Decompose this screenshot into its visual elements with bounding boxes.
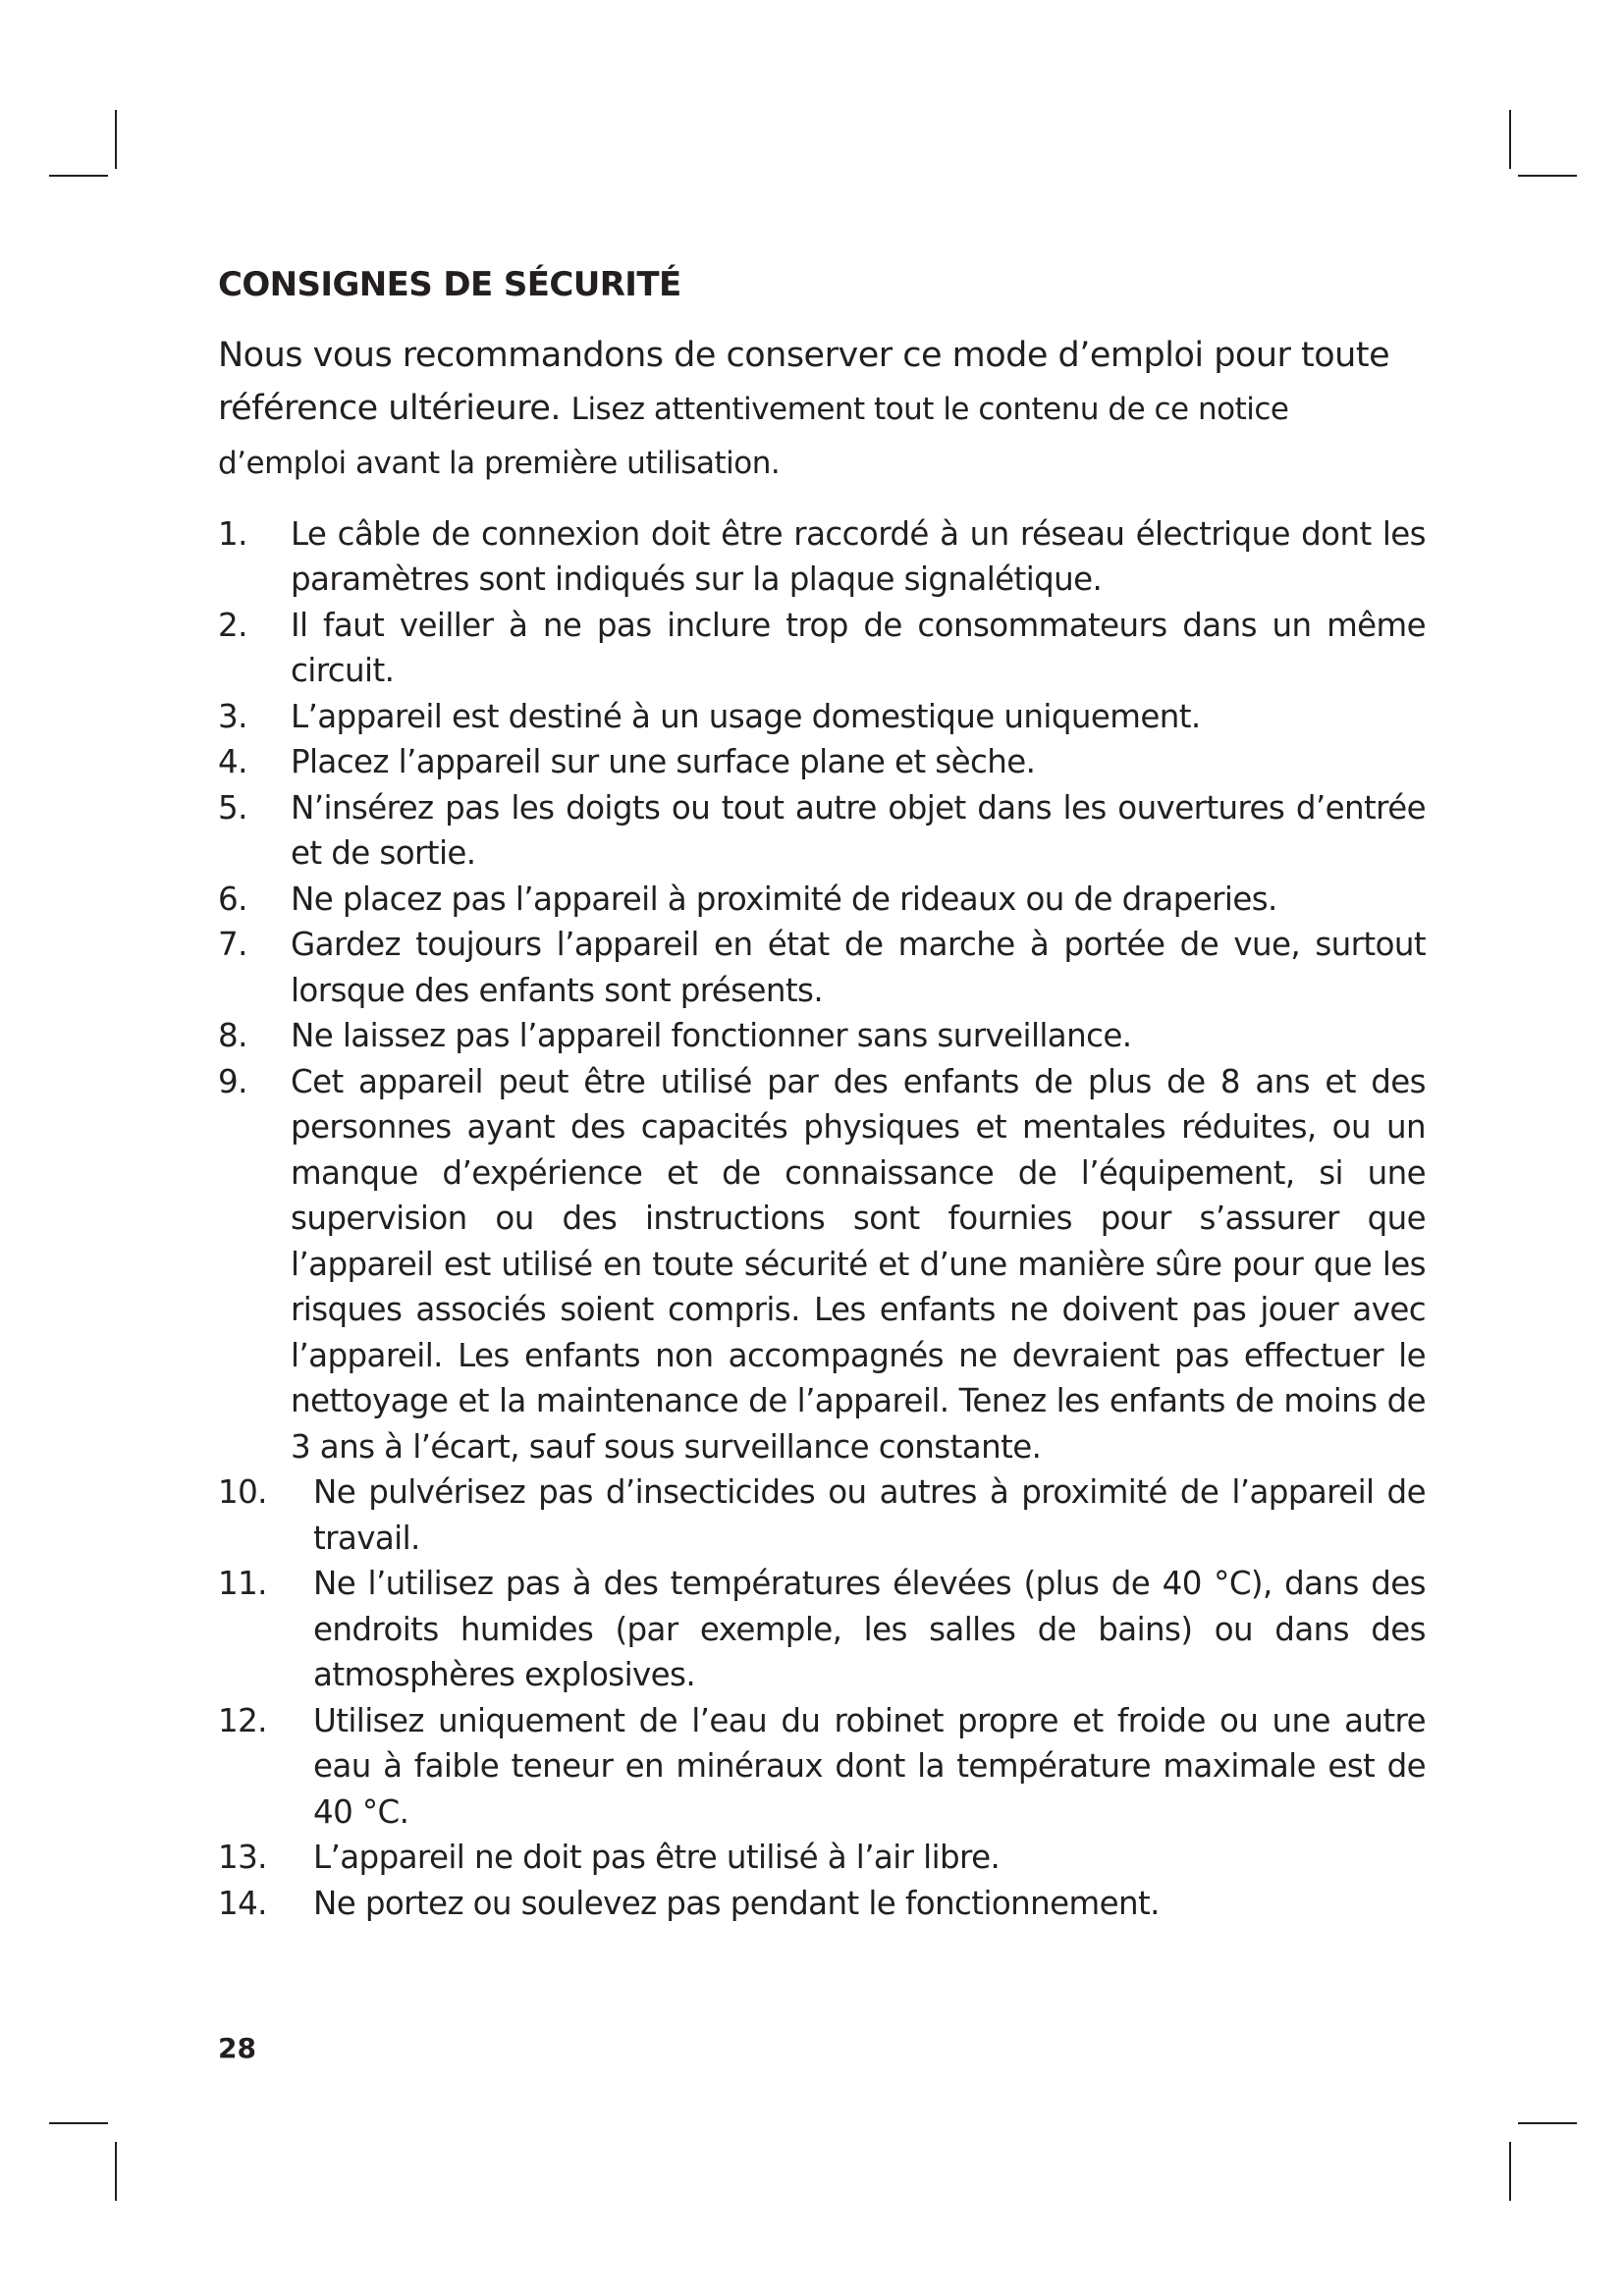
item-text: Placez l’appareil sur une surface plane et sèche. [291, 743, 1036, 781]
item-number: 4. [218, 743, 247, 781]
item-number: 8. [218, 1017, 247, 1055]
item-number: 9. [218, 1062, 247, 1100]
item-text: Gardez toujours l’appareil en état de marche à portée de vue, surtout lorsque des enfants sont présents. [291, 926, 1426, 1009]
item-text: L’appareil est destiné à un usage domestique uniquement. [291, 697, 1201, 735]
page-number: 28 [218, 2032, 256, 2064]
item-text: Ne placez pas l’appareil à proximité de rideaux ou de draperies. [291, 880, 1277, 918]
item-number: 11. [218, 1565, 267, 1603]
crop-mark-bottom-left-h [49, 2122, 108, 2124]
intro-small-text: Lisez attentivement tout le contenu de ce notice d’emploi avant la première utilisation. [218, 391, 1289, 481]
crop-mark-bottom-right-v [1509, 2142, 1511, 2201]
item-text: N’insérez pas les doigts ou tout autre objet dans les ouvertures d’entrée et de sortie. [291, 788, 1426, 873]
item-text: Le câble de connexion doit être raccordé à un réseau électrique dont les paramètres sont indiqués sur la plaque signalétique. [291, 514, 1426, 599]
list-item [218, 922, 1426, 1013]
crop-mark-top-left-h [49, 175, 108, 177]
list-item [218, 1469, 1426, 1561]
item-number: 5. [218, 788, 247, 827]
list-item [218, 1059, 1426, 1470]
intro-large-text: Nous vous recommandons de conserver ce mode d’emploi pour toute référence ultérieure. [218, 335, 1390, 428]
item-number: 1. [218, 514, 247, 553]
list-item [218, 739, 1426, 785]
item-text: Ne laissez pas l’appareil fonctionner sans surveillance. [291, 1017, 1132, 1055]
item-text: Ne l’utilisez pas à des températures élevées (plus de 40 °C), dans des endroits humides (par exemple, les salles de bains) ou dans des atmosphères explosives. [313, 1565, 1426, 1694]
item-number: 7. [218, 926, 247, 964]
section-title: CONSIGNES DE SÉCURITÉ [218, 265, 681, 304]
item-text: Ne pulvérisez pas d’insecticides ou autres à proximité de l’appareil de travail. [313, 1473, 1426, 1557]
item-text: Ne portez ou soulevez pas pendant le fonctionnement. [313, 1884, 1160, 1922]
item-number: 3. [218, 697, 247, 735]
crop-mark-top-left-v [115, 110, 117, 169]
list-item [218, 785, 1426, 877]
item-number: 2. [218, 606, 247, 644]
item-number: 14. [218, 1884, 267, 1922]
list-item [218, 1013, 1426, 1059]
safety-rules-list [218, 511, 1426, 1927]
list-item [218, 511, 1426, 603]
list-item [218, 603, 1426, 694]
intro-paragraph [218, 329, 1426, 490]
crop-mark-top-right-h [1518, 175, 1577, 177]
item-text: L’appareil ne doit pas être utilisé à l’air libre. [313, 1839, 1001, 1877]
list-item [218, 877, 1426, 923]
item-number: 6. [218, 880, 247, 918]
crop-mark-bottom-right-h [1518, 2122, 1577, 2124]
item-number: 12. [218, 1701, 267, 1739]
page-content [218, 265, 1426, 1926]
list-item [218, 1698, 1426, 1836]
list-item [218, 1835, 1426, 1881]
crop-mark-bottom-left-v [115, 2142, 117, 2201]
item-number: 13. [218, 1839, 267, 1877]
crop-mark-top-right-v [1509, 110, 1511, 169]
item-text: Utilisez uniquement de l’eau du robinet propre et froide ou une autre eau à faible teneur en minéraux dont la température maximale est de 40 °C. [313, 1701, 1426, 1831]
item-number: 10. [218, 1473, 267, 1512]
item-text: Cet appareil peut être utilisé par des enfants de plus de 8 ans et des personnes ayant des capacités physiques et mentales réduites, ou un manque d’expérience et de connaissance de l’équipement, si une supervision ou des instructions sont fournies pour s’assurer que l’appareil est utilisé en toute sécurité et d’une manière sûre pour que les risques associés soient compris. Les enfants ne doivent pas jouer avec l’appareil. Les enfants non accompagnés ne devraient pas effectuer le nettoyage et la maintenance de l’appareil. Tenez les enfants de moins de 3 ans à l’écart, sauf sous surveillance constante. [291, 1062, 1426, 1466]
list-item [218, 694, 1426, 740]
list-item [218, 1561, 1426, 1698]
item-text: Il faut veiller à ne pas inclure trop de consommateurs dans un même circuit. [291, 606, 1426, 690]
list-item [218, 1881, 1426, 1927]
